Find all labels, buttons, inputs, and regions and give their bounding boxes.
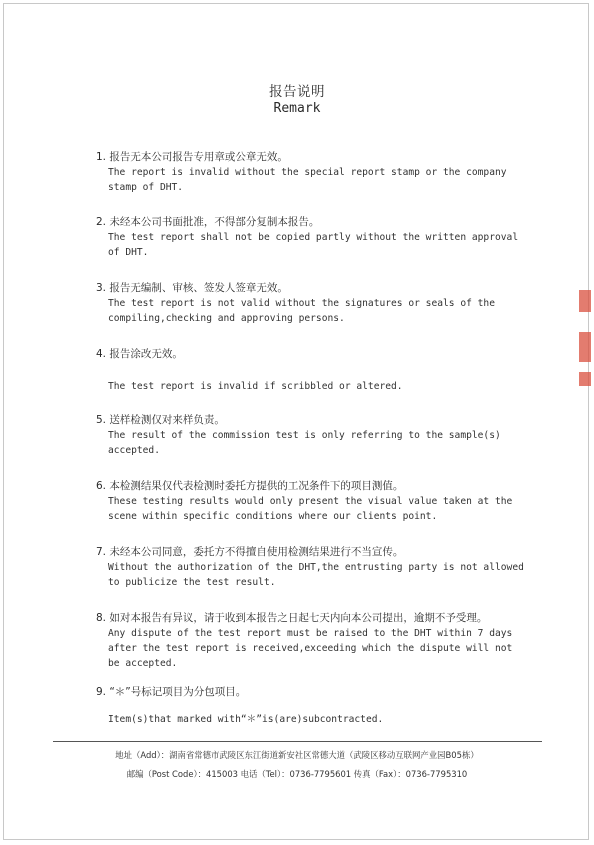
remark-item-cn: 6. 本检测结果仅代表检测时委托方提供的工况条件下的项目测值。: [96, 480, 404, 492]
remark-item-cn: 5. 送样检测仅对来样负责。: [96, 414, 225, 426]
remark-item-8: [96, 611, 546, 671]
remark-item-cn: 9. “＊”号标记项目为分包项目。: [96, 686, 247, 698]
remark-item-en: These testing results would only present the visual value taken at the scene within specific conditions where our clients point.: [108, 496, 513, 522]
remark-item-en: Without the authorization of the DHT,the entrusting party is not allowed to publicize the test result.: [108, 562, 524, 588]
seal-fragment-middle: [579, 332, 591, 362]
remark-item-6: [96, 479, 546, 524]
remark-item-cn: 4. 报告涂改无效。: [96, 348, 183, 360]
remark-item-4: [96, 347, 546, 394]
remark-item-9: [96, 685, 546, 727]
remark-item-en: The test report is not valid without the signatures or seals of the compiling,checking and approving persons.: [108, 298, 495, 324]
seal-fragment-top: [579, 290, 591, 312]
remark-item-en: The report is invalid without the special report stamp or the company stamp of DHT.: [108, 167, 507, 193]
footer-contact: 邮编（Post Code）：415003 电话（Tel）：0736-7795601 传真（Fax）：0736-7795310: [126, 769, 468, 779]
remark-item-3: [96, 281, 546, 326]
remark-item-2: [96, 215, 546, 260]
page-title: 报告说明: [269, 84, 325, 100]
remark-item-5: [96, 413, 546, 458]
footer-address: 地址（Add）：湖南省常德市武陵区东江街道新安社区常德大道（武陵区移动互联网产业园B05栋）: [115, 750, 479, 760]
remark-item-7: [96, 545, 546, 590]
remark-item-cn: 1. 报告无本公司报告专用章或公章无效。: [96, 151, 288, 163]
remark-item-en: The test report shall not be copied partly without the written approval of DHT.: [108, 232, 519, 258]
remark-item-cn: 2. 未经本公司书面批准，不得部分复制本报告。: [96, 216, 320, 228]
remark-item-cn: 8. 如对本报告有异议，请于收到本报告之日起七天内向本公司提出，逾期不予受理。: [96, 612, 488, 624]
remark-item-en: The test report is invalid if scribbled or altered.: [108, 381, 403, 392]
remark-item-cn: 3. 报告无编制、审核、签发人签章无效。: [96, 282, 288, 294]
page-subtitle: Remark: [273, 101, 321, 116]
footer-divider: [53, 741, 542, 742]
seal-fragment-bottom: [579, 372, 591, 386]
remark-item-en: Any dispute of the test report must be raised to the DHT within 7 days after the test report is received,exceeding which the dispute will not be accepted.: [108, 628, 513, 669]
remark-item-cn: 7. 未经本公司同意，委托方不得擅自使用检测结果进行不当宣传。: [96, 546, 404, 558]
remark-item-en: Item(s)that marked with“＊”is(are)subcontracted.: [108, 714, 384, 725]
remark-item-en: The result of the commission test is only referring to the sample(s) accepted.: [108, 430, 501, 456]
remark-item-1: [96, 150, 546, 195]
